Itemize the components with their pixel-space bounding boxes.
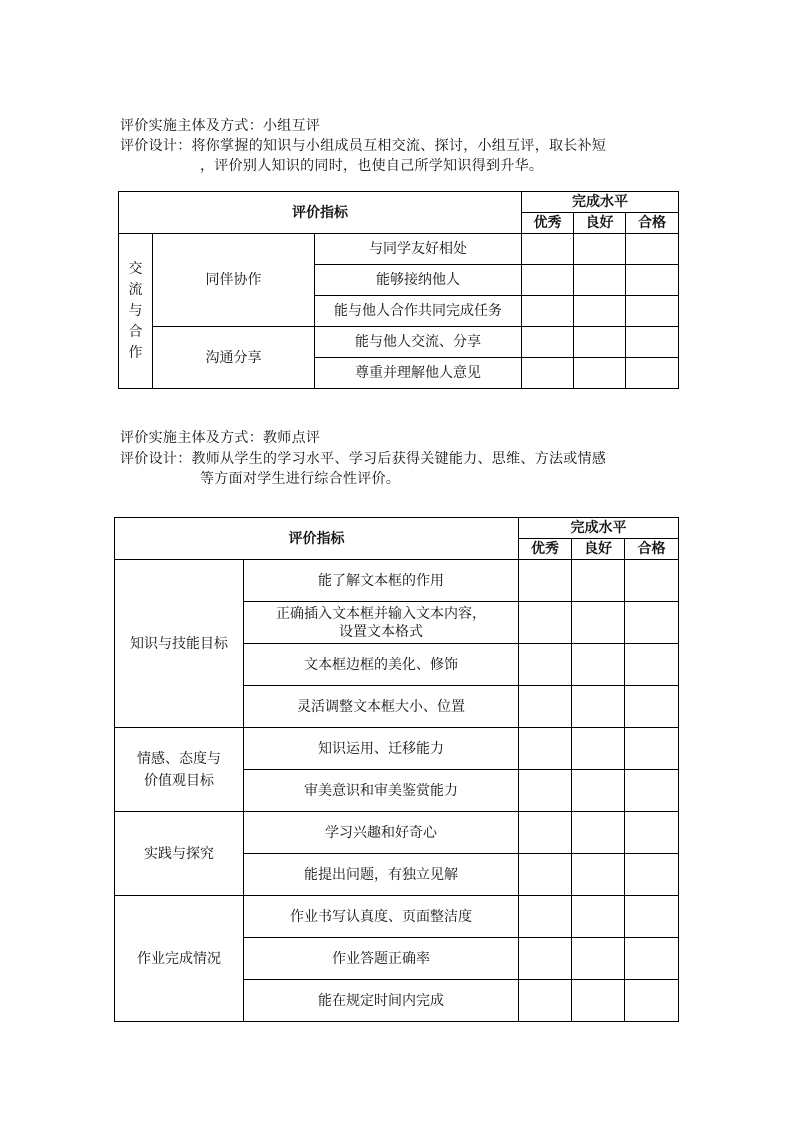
- rating-cell-excellent[interactable]: [519, 686, 572, 728]
- rating-cell-excellent[interactable]: [522, 265, 574, 296]
- rating-cell-pass[interactable]: [625, 812, 679, 854]
- rating-cell-excellent[interactable]: [522, 234, 574, 265]
- table2-group-name: 实践与探究: [115, 812, 244, 896]
- rating-cell-good[interactable]: [572, 728, 625, 770]
- category-char: 合: [128, 323, 143, 340]
- rating-cell-pass[interactable]: [625, 602, 679, 644]
- table2-item: 作业书写认真度、页面整洁度: [244, 896, 519, 938]
- rating-cell-pass[interactable]: [625, 686, 679, 728]
- rating-cell-good[interactable]: [574, 358, 626, 389]
- table1-level-excellent: 优秀: [522, 213, 574, 234]
- table2-item: 文本框边框的美化、修饰: [244, 644, 519, 686]
- rating-cell-good[interactable]: [574, 327, 626, 358]
- teacher-evaluation-table: [114, 517, 679, 1022]
- category-char: 交: [128, 260, 143, 277]
- rating-cell-good[interactable]: [574, 265, 626, 296]
- table1-level-good: 良好: [574, 213, 626, 234]
- table2-group-name: 知识与技能目标: [115, 560, 244, 728]
- rating-cell-excellent[interactable]: [519, 728, 572, 770]
- rating-cell-pass[interactable]: [625, 980, 679, 1022]
- rating-cell-pass[interactable]: [625, 896, 679, 938]
- rating-cell-excellent[interactable]: [522, 358, 574, 389]
- rating-cell-excellent[interactable]: [522, 327, 574, 358]
- table1-item: 能与他人合作共同完成任务: [315, 296, 522, 327]
- rating-cell-excellent[interactable]: [519, 938, 572, 980]
- table1-group-name: 同伴协作: [153, 234, 315, 327]
- table1-header-level: 完成水平: [522, 192, 679, 213]
- table2-item: 灵活调整文本框大小、位置: [244, 686, 519, 728]
- rating-cell-pass[interactable]: [625, 854, 679, 896]
- rating-cell-good[interactable]: [572, 854, 625, 896]
- rating-cell-pass[interactable]: [626, 327, 679, 358]
- rating-cell-pass[interactable]: [625, 938, 679, 980]
- table1-level-pass: 合格: [626, 213, 679, 234]
- table1-item: 与同学友好相处: [315, 234, 522, 265]
- peer-evaluation-table: [118, 191, 679, 389]
- section1-subject: 评价实施主体及方式：小组互评: [120, 118, 321, 134]
- rating-cell-pass[interactable]: [626, 265, 679, 296]
- table2-item: 学习兴趣和好奇心: [244, 812, 519, 854]
- rating-cell-excellent[interactable]: [519, 854, 572, 896]
- rating-cell-pass[interactable]: [625, 644, 679, 686]
- table2-group-name: 作业完成情况: [115, 896, 244, 1022]
- table2-level-good: 良好: [572, 539, 625, 560]
- rating-cell-excellent[interactable]: [519, 980, 572, 1022]
- table2-level-pass: 合格: [625, 539, 679, 560]
- rating-cell-pass[interactable]: [626, 358, 679, 389]
- rating-cell-excellent[interactable]: [519, 812, 572, 854]
- rating-cell-excellent[interactable]: [519, 602, 572, 644]
- table2-item: 能提出问题，有独立见解: [244, 854, 519, 896]
- rating-cell-excellent[interactable]: [519, 644, 572, 686]
- rating-cell-pass[interactable]: [625, 728, 679, 770]
- table1-item: 能与他人交流、分享: [315, 327, 522, 358]
- rating-cell-excellent[interactable]: [519, 560, 572, 602]
- rating-cell-good[interactable]: [574, 234, 626, 265]
- table2-item: 作业答题正确率: [244, 938, 519, 980]
- table2-item: 正确插入文本框并输入文本内容， 设置文本格式: [244, 602, 519, 644]
- rating-cell-pass[interactable]: [625, 770, 679, 812]
- table1-item: 尊重并理解他人意见: [315, 358, 522, 389]
- table1-header-indicator: 评价指标: [119, 192, 522, 234]
- table1-category: [119, 234, 153, 389]
- table2-item: 审美意识和审美鉴赏能力: [244, 770, 519, 812]
- table2-level-excellent: 优秀: [519, 539, 572, 560]
- rating-cell-good[interactable]: [572, 896, 625, 938]
- table2-header-level: 完成水平: [519, 518, 679, 539]
- table1-group-name: 沟通分享: [153, 327, 315, 389]
- section2-design-line2: 等方面对学生进行综合性评价。: [200, 471, 401, 487]
- section1-design-line1: 评价设计：将你掌握的知识与小组成员互相交流、探讨，小组互评，取长补短: [120, 138, 607, 154]
- category-char: 作: [128, 344, 143, 361]
- category-char: 流: [128, 281, 143, 298]
- rating-cell-good[interactable]: [572, 770, 625, 812]
- rating-cell-pass[interactable]: [626, 234, 679, 265]
- rating-cell-good[interactable]: [572, 812, 625, 854]
- rating-cell-good[interactable]: [572, 560, 625, 602]
- table2-item: 知识运用、迁移能力: [244, 728, 519, 770]
- table2-group-name: 情感、态度与 价值观目标: [115, 728, 244, 812]
- rating-cell-good[interactable]: [572, 686, 625, 728]
- section2-design-line1: 评价设计：教师从学生的学习水平、学习后获得关键能力、思维、方法或情感: [120, 451, 607, 467]
- rating-cell-excellent[interactable]: [519, 770, 572, 812]
- table2-item: 能在规定时间内完成: [244, 980, 519, 1022]
- rating-cell-good[interactable]: [572, 980, 625, 1022]
- table1-item: 能够接纳他人: [315, 265, 522, 296]
- rating-cell-good[interactable]: [572, 644, 625, 686]
- rating-cell-good[interactable]: [572, 602, 625, 644]
- table2-header-indicator: 评价指标: [115, 518, 519, 560]
- rating-cell-pass[interactable]: [625, 560, 679, 602]
- table2-item: 能了解文本框的作用: [244, 560, 519, 602]
- category-char: 与: [128, 302, 143, 319]
- section2-subject: 评价实施主体及方式：教师点评: [120, 430, 321, 446]
- rating-cell-excellent[interactable]: [519, 896, 572, 938]
- rating-cell-good[interactable]: [572, 938, 625, 980]
- rating-cell-good[interactable]: [574, 296, 626, 327]
- rating-cell-pass[interactable]: [626, 296, 679, 327]
- section1-design-line2: ，评价别人知识的同时，也使自己所学知识得到升华。: [200, 158, 544, 174]
- rating-cell-excellent[interactable]: [522, 296, 574, 327]
